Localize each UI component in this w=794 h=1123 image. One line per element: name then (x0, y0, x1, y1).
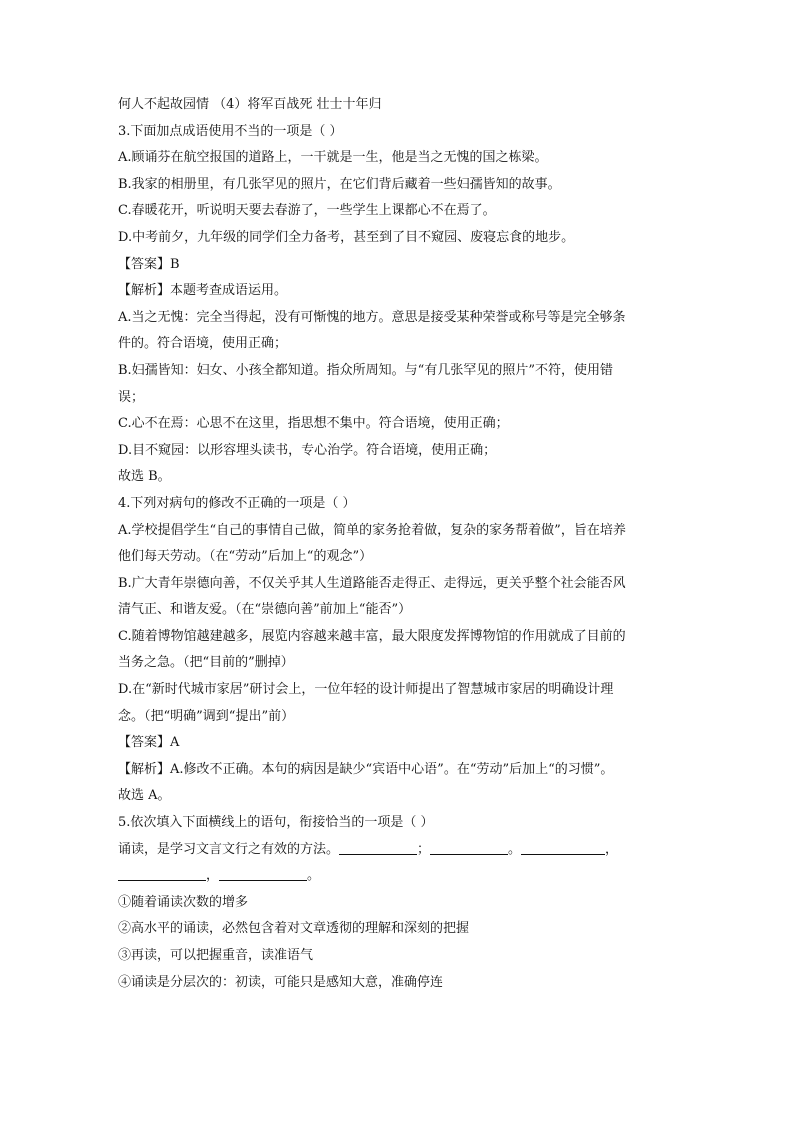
question-4-conclusion: 故选 A。 (118, 788, 171, 804)
sentence-option-3: ③再读，可以把握重音，读准语气 (118, 948, 314, 963)
text-line: 何人不起故园情 （4）将军百战死 壮士十年归 (118, 97, 382, 112)
document-body (118, 92, 678, 996)
analysis-line: D.目不窥园：以形容埋头读书，专心治学。符合语境，使用正确； (118, 442, 497, 458)
analysis-line: A.当之无愧：完全当得起，没有可惭愧的地方。意思是接受某种荣誉或称号等是完全够条 (118, 309, 626, 325)
question-4-option-b: B.广大青年崇德向善，不仅关乎其人生道路能否走得正、走得远，更关乎整个社会能否风 (118, 575, 626, 591)
question-3-option-d: D.中考前夕，九年级的同学们全力备考，甚至到了目不窥园、废寝忘食的地步。 (118, 229, 575, 245)
fill-blank-line (118, 837, 678, 864)
sentence-option-2: ②高水平的诵读，必然包含着对文章透彻的理解和深刻的把握 (118, 921, 470, 937)
blank-separator: ， (206, 868, 220, 884)
question-3-stem: 3.下面加点成语使用不当的一项是（ ） (118, 123, 343, 139)
question-5-stem: 5.依次填入下面横线上的语句，衔接恰当的一项是（ ） (118, 815, 434, 831)
question-3-analysis-heading: 【解析】本题考查成语运用。 (118, 283, 288, 299)
blank-4 (118, 866, 206, 881)
blank-2 (430, 840, 508, 855)
sentence-option-4: ④诵读是分层次的：初读，可能只是感知大意，准确停连 (118, 974, 444, 990)
blank-separator: ， (605, 841, 619, 857)
question-3-option-c: C.春暖花开，听说明天要去春游了，一些学生上课都心不在焉了。 (118, 203, 496, 219)
question-4-option-d-cont: 念。（把“明确”调到“提出”前） (118, 708, 295, 724)
analysis-line: B.妇孺皆知：妇女、小孩全都知道。指众所周知。与“有几张罕见的照片”不符，使用错 (118, 362, 613, 378)
question-4-option-d: D.在“新时代城市家居”研讨会上，一位年轻的设计师提出了智慧城市家居的明确设计理 (118, 682, 614, 698)
analysis-conclusion: 故选 B。 (118, 469, 171, 485)
fill-blank-line (118, 863, 678, 890)
question-4-answer: 【答案】A (118, 735, 180, 751)
fill-blank-prefix: 诵读，是学习文言文行之有效的方法。 (118, 841, 340, 857)
question-4-option-c: C.随着博物馆越建越多，展览内容越来越丰富，最大限度发挥博物馆的作用就成了目前的 (118, 628, 626, 644)
analysis-line: C.心不在焉：心思不在这里，指思想不集中。符合语境，使用正确； (118, 416, 509, 432)
question-4-option-c-cont: 当务之急。（把“目前的”删掉） (118, 655, 294, 671)
analysis-line: 误； (118, 389, 145, 405)
blank-3 (521, 840, 605, 855)
question-4-option-a-cont: 他们每天劳动。（在“劳动”后加上“的观念”） (118, 549, 373, 565)
question-3-option-b: B.我家的相册里，有几张罕见的照片，在它们背后藏着一些妇孺皆知的故事。 (118, 176, 561, 192)
question-4-option-b-cont: 清气正、和谐友爱。（在“崇德向善”前加上“能否”） (118, 602, 412, 618)
blank-end: 。 (307, 868, 321, 884)
question-4-stem: 4.下列对病句的修改不正确的一项是（ ） (118, 495, 356, 511)
sentence-option-1: ①随着诵读次数的增多 (118, 894, 249, 910)
blank-separator: 。 (508, 841, 522, 857)
question-3-answer: 【答案】B (118, 256, 180, 272)
question-3-option-a: A.顾诵芬在航空报国的道路上，一干就是一生，他是当之无愧的国之栋梁。 (118, 150, 548, 166)
question-4-analysis: 【解析】A.修改不正确。本句的病因是缺少“宾语中心语”。在“劳动”后加上“的习惯”。 (118, 761, 614, 777)
analysis-line: 件的。符合语境，使用正确； (118, 336, 288, 352)
blank-separator: ； (417, 841, 431, 857)
blank-5 (219, 866, 307, 881)
question-4-option-a: A.学校提倡学生“自己的事情自己做，简单的家务抢着做，复杂的家务帮着做”，旨在培养 (118, 522, 626, 538)
blank-1 (339, 840, 417, 855)
